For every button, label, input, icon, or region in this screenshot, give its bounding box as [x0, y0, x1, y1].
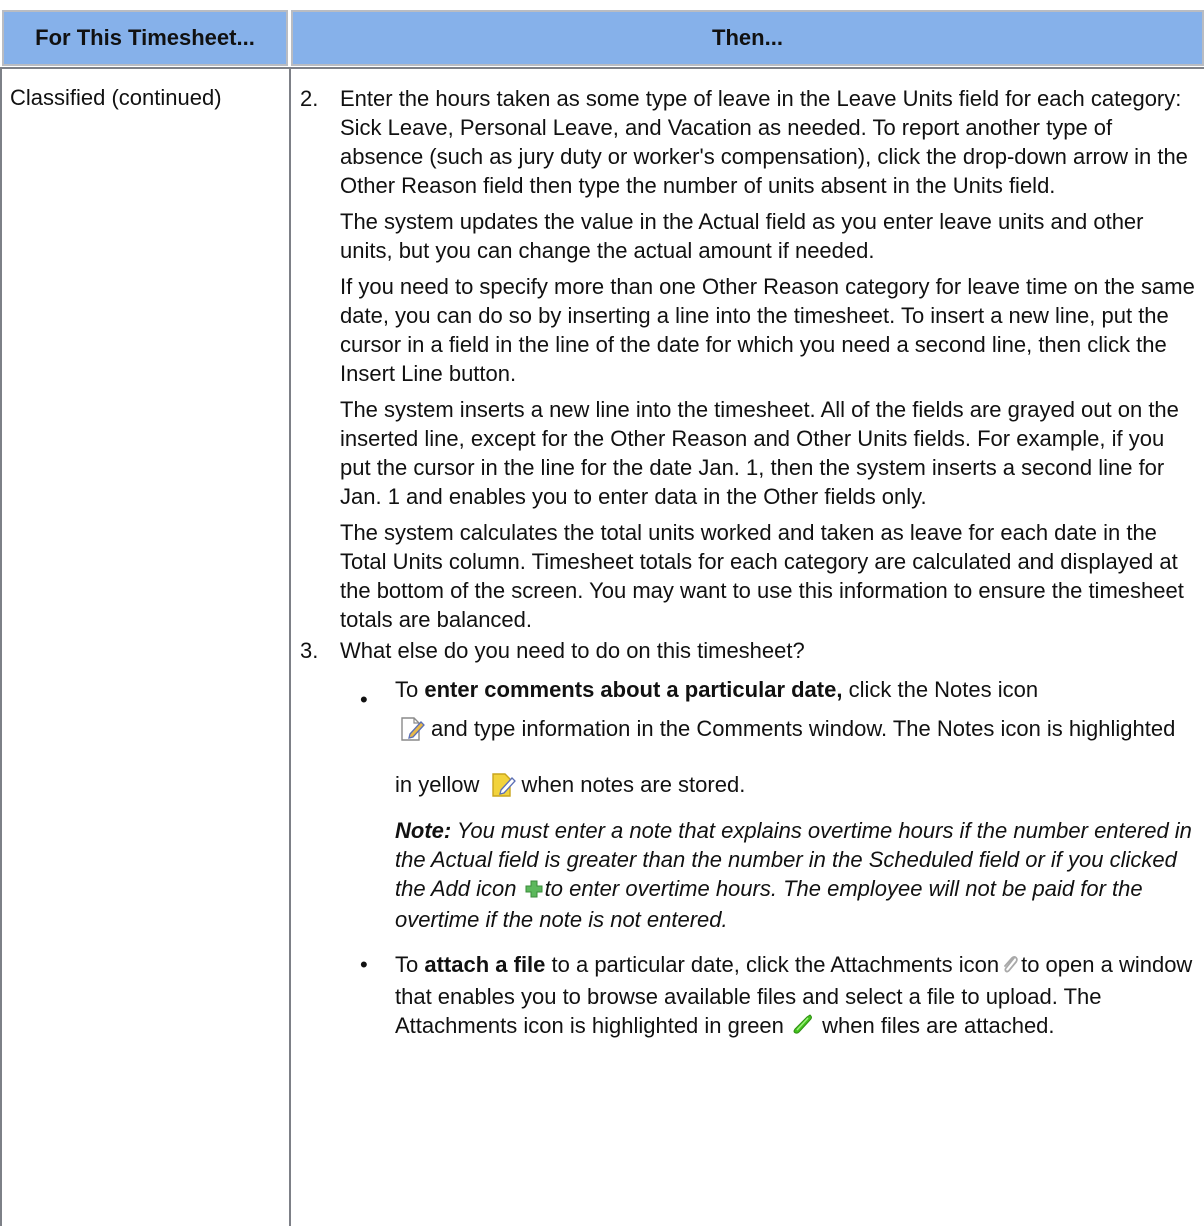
attachments-icon — [1000, 953, 1020, 982]
step-number: 2. — [300, 86, 319, 111]
add-icon — [525, 876, 543, 905]
bullet2-post1: to a particular date, click the Attachments icon — [545, 952, 1000, 977]
notes-highlighted-icon — [490, 766, 518, 816]
step3-question: What else do you need to do on this timesheet? — [340, 638, 805, 663]
header-divider — [0, 67, 1204, 69]
bullet1-post2: and type information in the Comments window. The Notes icon is highlighted in yellow — [395, 716, 1176, 797]
step-3 — [298, 636, 1198, 665]
note-label: Note: — [395, 818, 452, 843]
step2-paragraph-2: The system updates the value in the Actual field as you enter leave units and other units, but you can change the actual amount if needed. — [340, 209, 1144, 263]
row-label: Classified (continued) — [10, 85, 222, 110]
step-2 — [298, 84, 1198, 634]
bullet2-bold: attach a file — [424, 952, 546, 977]
table-border-left — [0, 68, 2, 1226]
instructions-cell — [298, 84, 1198, 1043]
bullet1-bold: enter comments about a particular date, — [424, 677, 843, 702]
bullet-point: • — [360, 952, 368, 977]
bullet-point: • — [360, 687, 368, 712]
bullet-comments — [298, 675, 1198, 934]
step2-paragraph-4: The system inserts a new line into the timesheet. All of the fields are grayed out on the inserted line, except for the Other Reason and Other Units fields. For example, if you put the cursor in the line for the date Jan. 1, then the system inserts a second line for Jan. 1 and enables you to enter data in the Other fields only. — [340, 397, 1179, 509]
note-text-2: to enter overtime hours. The employee will not be paid for the overtime if the note is not entered. — [395, 876, 1143, 932]
step2-paragraph-5: The system calculates the total units worked and taken as leave for each date in the Total Units column. Timesheet totals for each category are calculated and displayed at the bottom of the screen. You may want to use this information to ensure the timesheet totals are balanced. — [340, 520, 1184, 632]
column-divider — [289, 68, 291, 1226]
bullet2-post2: to open a window that enables you to browse available files and select a file to upload. The Attachments icon is highlighted in green — [395, 952, 1193, 1038]
bullet1-post3: when notes are stored. — [521, 772, 746, 797]
bullet1-pre: To — [395, 677, 425, 702]
overtime-note — [395, 816, 1198, 934]
bullet2-pre: To — [395, 952, 425, 977]
attachments-highlighted-icon — [791, 1012, 815, 1043]
bullet-attach — [298, 950, 1198, 1043]
note-text-1: You must enter a note that explains overtime hours if the number entered in the Actual field is greater than the number in the Scheduled field or if you clicked the Add icon — [395, 818, 1192, 901]
bullet2-post3: when files are attached. — [822, 1013, 1055, 1038]
header-col-timesheet: For This Timesheet... — [2, 10, 288, 66]
bullet1-post1: click the Notes icon — [842, 677, 1039, 702]
notes-icon — [399, 710, 427, 760]
step-number: 3. — [300, 638, 319, 663]
step2-paragraph-1: Enter the hours taken as some type of leave in the Leave Units field for each category: Sick Leave, Personal Leave, and Vacation as needed. To report another type of absence (such as jury duty or worker's compensation), click the drop-down arrow in the Other Reason field then type the number of units absent in the Units field. — [340, 86, 1188, 198]
step2-paragraph-3: If you need to specify more than one Other Reason category for leave time on the same date, you can do so by inserting a line into the timesheet. To insert a new line, put the cursor in a field in the line of the date for which you need a second line, then click the Insert Line button. — [340, 274, 1195, 386]
header-col-then: Then... — [291, 10, 1204, 66]
